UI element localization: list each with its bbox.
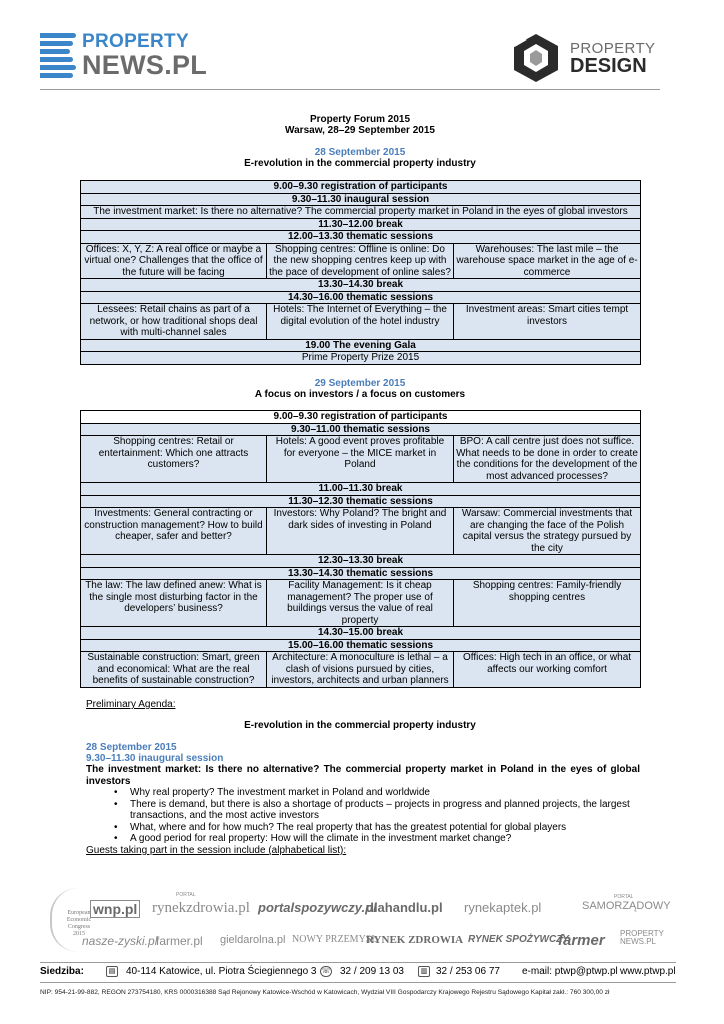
eec-logo-text: European Economic Congress 2015 [66,910,92,937]
fax-icon: ▥ [418,966,430,977]
agenda-session-cell: Offices: High tech in an office, or what affects our working comfort [454,652,641,688]
partner-logos [40,880,680,960]
agenda-session-cell: Warehouses: The last mile – the warehouse space market in the age of e-commerce [454,243,641,279]
farmer-logo: farmer [558,932,605,949]
agenda-session-cell: Sustainable construction: Smart, green and economical: What are the real benefits of sustainable construction? [81,652,267,688]
agenda-row [81,181,641,194]
portal-tag: PORTAL [176,892,196,898]
agenda-row [81,423,641,436]
email-link[interactable]: e-mail: ptwp@ptwp.pl [522,966,618,977]
agenda-row [81,508,641,555]
agenda-session-cell: Architecture: A monoculture is lethal – a clash of visions pursued by cities, investors, architects and urban planners [267,652,454,688]
agenda-session-cell: Facility Management: Is it cheap management? The proper use of buildings versus the value of real property [267,580,454,627]
agenda-row [81,291,641,304]
wnp-logo: wnp.pl [90,900,140,918]
agenda-session-cell: Shopping centres: Offline is online: Do the new shopping centres keep up with the pace of development of online sales? [267,243,454,279]
agenda-session-cell: BPO: A call centre just does not suffice. What needs to be done in order to create the conditions for the development of the most advanced processes? [454,436,641,483]
preliminary-date: 28 September 2015 [86,742,177,753]
agenda-slot-heading: 14.30–15.00 break [81,627,641,640]
day1-date: 28 September 2015 [314,147,406,158]
agenda-row [81,411,641,424]
agenda-slot-heading: 13.30–14.30 thematic sessions [81,567,641,580]
agenda-row [81,206,641,219]
portal-tag: PORTAL [614,894,634,900]
rynekaptek-logo: rynekaptek.pl [464,900,542,915]
cube-icon [508,30,564,86]
agenda-slot-heading: 14.30–16.00 thematic sessions [81,291,641,304]
agenda-slot-heading: 12.30–13.30 break [81,555,641,568]
agenda-session-cell: Offices: X, Y, Z: A real office or maybe a virtual one? Challenges that the office of the future will be facing [81,243,267,279]
agenda-row [81,279,641,292]
agenda-row [81,567,641,580]
logo-right-line1: PROPERTY [570,40,656,57]
agenda-slot-heading: 11.00–11.30 break [81,483,641,496]
footer-divider-2 [40,982,676,983]
agenda-slot-heading: 9.30–11.00 thematic sessions [81,423,641,436]
nasze-zyski-logo: nasze-zyski.pl [82,934,158,948]
event-title: Property Forum 2015 [309,114,411,125]
preliminary-bullets [130,787,640,845]
agenda-row [81,304,641,340]
gieldarolna-logo: gieldarolna.pl [220,934,286,946]
event-place-date: Warsaw, 28–29 September 2015 [285,125,435,136]
rynekzdrowia-logo: rynekzdrowia.pl [152,900,250,916]
agenda-session-cell: Hotels: The Internet of Everything – the digital evolution of the hotel industry [267,304,454,340]
farmer-pl-logo: farmer.pl [156,934,203,948]
agenda-slot-heading: 11.30–12.00 break [81,218,641,231]
agenda-row [81,218,641,231]
agenda-slot-title: Prime Property Prize 2015 [81,352,641,365]
list-item: • Why real property? The investment market in Poland and worldwide [130,787,640,798]
agenda-slot-heading: 12.00–13.30 thematic sessions [81,231,641,244]
address-text: 40-114 Katowice, ul. Piotra Ściegiennego 3 [126,966,317,977]
agenda-row [81,495,641,508]
agenda-session-cell: Shopping centres: Retail or entertainment: Which one attracts customers? [81,436,267,483]
agenda-slot-heading: 19.00 The evening Gala [81,339,641,352]
day1-agenda-table [80,180,641,365]
agenda-session-cell: The law: The law defined anew: What is the single most disturbing factor in the developers’ business? [81,580,267,627]
seat-label: Siedziba: [40,966,84,977]
footer-contacts [40,966,676,980]
agenda-slot-title: The investment market: Is there no alternative? The commercial property market in Poland in the eyes of global investors [81,206,641,219]
list-item: • A good period for real property: How will the climate in the investment market change? [130,833,640,844]
agenda-row [81,639,641,652]
agenda-slot-heading: 9.00–9.30 registration of participants [81,181,641,194]
agenda-session-cell: Investors: Why Poland? The bright and dark sides of investing in Poland [267,508,454,555]
agenda-session-cell: Lessees: Retail chains as part of a network, or how traditional shops deal with multi-channel sales [81,304,267,340]
agenda-row [81,339,641,352]
agenda-row [81,436,641,483]
agenda-session-cell: Investment areas: Smart cities tempt investors [454,304,641,340]
agenda-slot-heading: 9.00–9.30 registration of participants [81,411,641,424]
agenda-slot-heading: 13.30–14.30 break [81,279,641,292]
agenda-row [81,627,641,640]
header-divider [40,89,660,90]
agenda-row [81,580,641,627]
agenda-row [81,652,641,688]
logo-right-line2: DESIGN [570,55,647,77]
phone-text: 32 / 209 13 03 [340,966,404,977]
logo-left-line2: NEWS.PL [82,50,208,80]
agenda-session-cell: Shopping centres: Family-friendly shopping centres [454,580,641,627]
agenda-row [81,555,641,568]
agenda-row [81,231,641,244]
agenda-row [81,483,641,496]
footer-divider [40,962,676,963]
agenda-session-cell: Warsaw: Commercial investments that are changing the face of the Polish capital versus the strategy pursued by the city [454,508,641,555]
legal-info: NIP: 954-21-99-882, REGON 273754180, KRS 0000316388 Sąd Rejonowy Katowice-Wschód w Katowicach, Wydział VIII Gospodarczy Krajowego Rejestru Sądowego Kapitał zakł.: 760 300,00 zł [40,989,610,996]
samorzadowy-logo: SAMORZĄDOWY [582,900,671,912]
preliminary-headline: The investment market: Is there no alternative? The commercial property market in Poland in the eyes of global investors [86,764,640,787]
portalspozywczy-logo: portalspozywczy.pl [258,900,377,915]
day2-agenda-table [80,410,641,688]
agenda-slot-heading: 15.00–16.00 thematic sessions [81,639,641,652]
rynek-spozywczy-logo: RYNEK SPOŻYWCZY [468,934,569,945]
agenda-row [81,193,641,206]
preliminary-session: 9.30–11.30 inaugural session [86,753,224,764]
property-design-logo [508,30,668,82]
stripes-icon [40,33,76,79]
agenda-row [81,243,641,279]
address-icon: ▤ [106,966,118,977]
list-item: • What, where and for how much? The real property that has the greatest potential for global players [130,822,640,833]
preliminary-theme: E-revolution in the commercial property industry [244,720,476,731]
preliminary-guests: Guests taking part in the session include (alphabetical list): [86,845,347,856]
rynek-zdrowia-logo: RYNEK ZDROWIA [366,934,464,946]
day2-date: 29 September 2015 [314,378,406,389]
nowy-przemysl-logo: NOWY PRZEMYSŁ [292,934,378,945]
dlahandlu-logo: dlahandlu.pl [366,900,443,915]
preliminary-label: Preliminary Agenda: [86,699,176,710]
list-item: • There is demand, but there is also a shortage of products – projects in progress and planned projects, the largest transactions, and the most active investors [130,799,640,821]
day1-theme: E-revolution in the commercial property industry [244,158,476,169]
agenda-slot-heading: 9.30–11.30 inaugural session [81,193,641,206]
property-news-small-logo: PROPERTY NEWS.PL [620,929,664,946]
agenda-session-cell: Hotels: A good event proves profitable for everyone – the MICE market in Poland [267,436,454,483]
phone-icon: ☏ [321,968,331,975]
agenda-row [81,352,641,365]
website-link[interactable]: www.ptwp.pl [620,966,676,977]
page-header [0,0,724,90]
fax-text: 32 / 253 06 77 [436,966,500,977]
day2-theme: A focus on investors / a focus on customers [254,389,466,400]
property-news-logo [40,33,210,81]
logo-left-line1: PROPERTY [82,31,189,52]
agenda-session-cell: Investments: General contracting or construction management? How to build cheaper, safer and better? [81,508,267,555]
agenda-slot-heading: 11.30–12.30 thematic sessions [81,495,641,508]
